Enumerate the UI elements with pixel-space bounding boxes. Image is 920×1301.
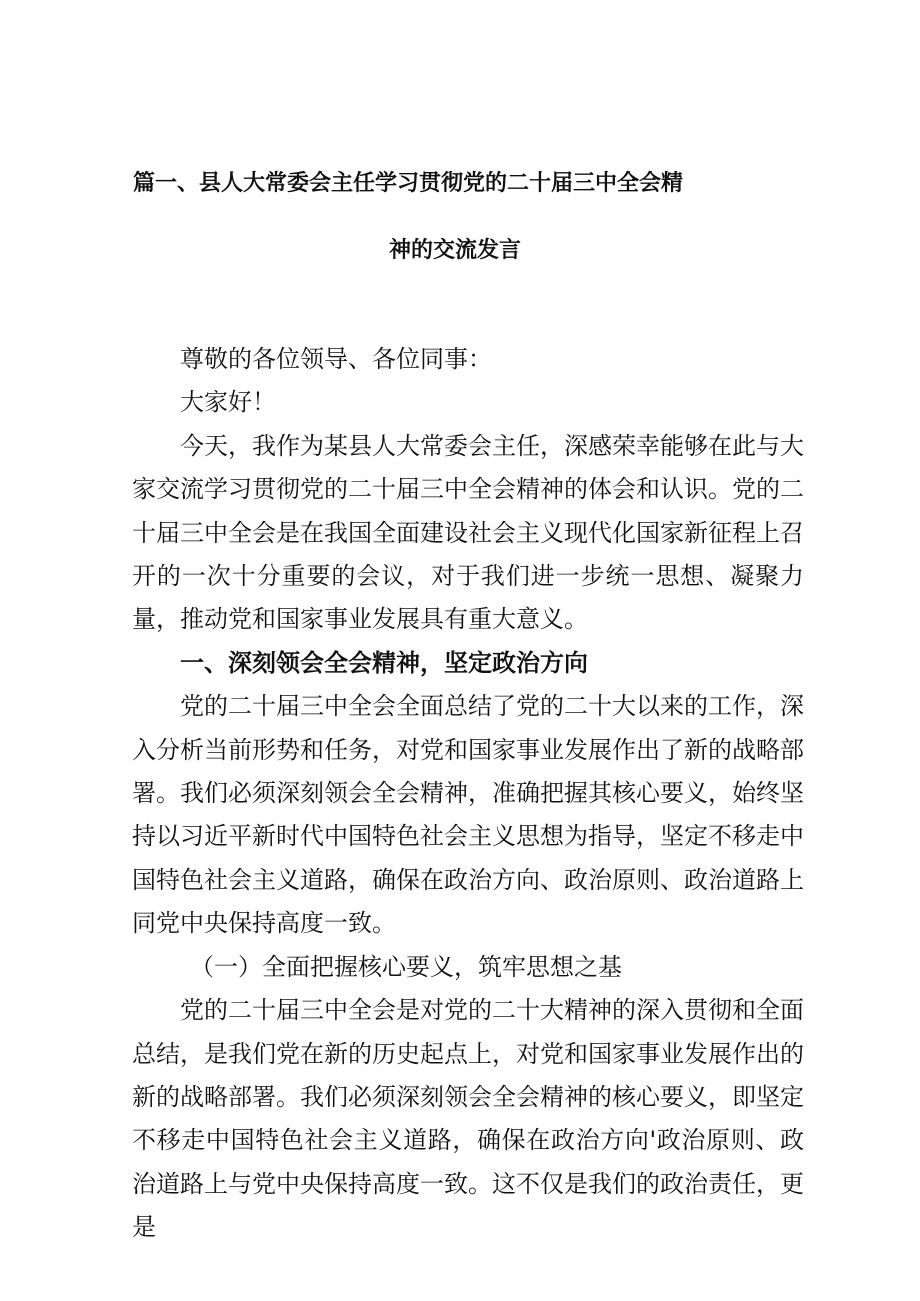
greeting: 大家好！ bbox=[180, 388, 276, 417]
section-1-paragraph: 党的二十届三中全会全面总结了党的二十大以来的工作，深入分析当前形势和任务，对党和国家事业发展作出了新的战略部署。我们必须深刻领会全会精神，准确把握其核心要义，始终坚持以习近平新时代中国特色社会主义思想为指导，坚定不移走中国特色社会主义道路，确保在政治方向、政治原则、政治道路上同党中央保持高度一致。 bbox=[132, 692, 804, 938]
document-body bbox=[132, 338, 804, 1250]
salutation: 尊敬的各位领导、各位同事： bbox=[180, 345, 492, 373]
document-title-line-1: 篇一、县人大常委会主任学习贯彻党的二十届三中全会精 bbox=[133, 171, 684, 196]
subsection-1-paragraph: 党的二十届三中全会是对党的二十大精神的深入贯彻和全面总结，是我们党在新的历史起点上，对党和国家事业发展作出的新的战略部署。我们必须深刻领会全会精神的核心要义，即坚定不移走中国特色社会主义道路，确保在政治方向'政治原则、政治道路上与党中央保持高度一致。这不仅是我们的政治责任，更是 bbox=[132, 996, 804, 1242]
intro-paragraph: 今天，我作为某县人大常委会主任，深感荣幸能够在此与大家交流学习贯彻党的二十届三中全会精神的体会和认识。党的二十届三中全会是在我国全面建设社会主义现代化国家新征程上召开的一次十分重要的会议，对于我们进一步统一思想、凝聚力量，推动党和国家事业发展具有重大意义。 bbox=[132, 431, 804, 634]
subsection-heading-1: （一）全面把握核心要义，筑牢思想之基 bbox=[190, 952, 622, 981]
section-heading-1: 一、深刻领会全会精神，坚定政治方向 bbox=[180, 648, 588, 677]
document-title-line-2: 神的交流发言 bbox=[389, 238, 522, 263]
